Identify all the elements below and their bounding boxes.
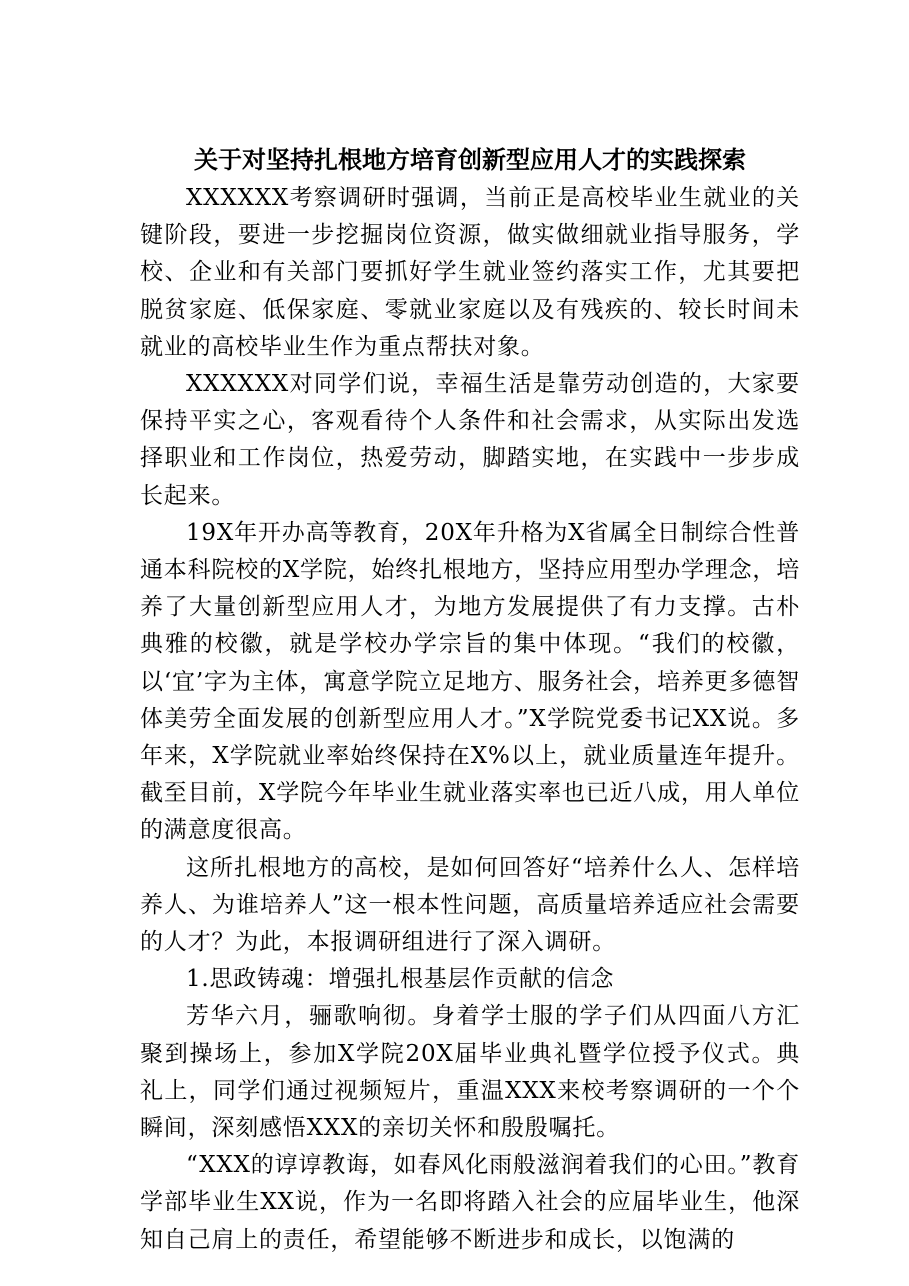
paragraph-2: XXXXXX对同学们说，幸福生活是靠劳动创造的，大家要保持平实之心，客观看待个人条件和社会需求，从实际出发选择职业和工作岗位，热爱劳动，脚踏实地，在实践中一步步成长起来。 [140,371,800,509]
section-paragraph-1: 芳华六月，骊歌响彻。身着学士服的学子们从四面八方汇聚到操场上，参加X学院20X届毕业典礼暨学位授予仪式。典礼上，同学们通过视频短片，重温XXX来校考察调研的一个个瞬间，深刻感悟XXX的亲切关怀和殷殷嘱托。 [140,1003,800,1142]
paragraph-4: 这所扎根地方的高校，是如何回答好“培养什么人、怎样培养人、为谁培养人”这一根本性问题，高质量培养适应社会需要的人才？为此，本报调研组进行了深入调研。 [140,854,800,956]
section-heading: 1.思政铸魂：增强扎根基层作贡献的信念 [186,966,615,993]
paragraph-3: 19X年开办高等教育，20X年升格为X省属全日制综合性普通本科院校的X学院，始终扎根地方，坚持应用型办学理念，培养了大量创新型应用人才，为地方发展提供了有力支撑。古朴典雅的校徽，就是学校办学宗旨的集中体现。“我们的校徽，以‘宜’字为主体，寓意学院立足地方、服务社会，培养更多德智体美劳全面发展的创新型应用人才。”X学院党委书记XX说。多年来，X学院就业率始终保持在X%以上，就业质量连年提升。截至目前，X学院今年毕业生就业落实率也已近八成，用人单位的满意度很高。 [140,519,800,844]
paragraph-1: XXXXXX考察调研时强调，当前正是高校毕业生就业的关键阶段，要进一步挖掘岗位资源，做实做细就业指导服务，学校、企业和有关部门要抓好学生就业签约落实工作，尤其要把脱贫家庭、低保家庭、零就业家庭以及有残疾的、较长时间未就业的高校毕业生作为重点帮扶对象。 [140,185,800,360]
document-title: 关于对坚持扎根地方培育创新型应用人才的实践探索 [194,145,746,174]
document-body [140,140,800,1259]
section-paragraph-2: “XXX的谆谆教诲，如春风化雨般滋润着我们的心田。”教育学部毕业生XX说，作为一名即将踏入社会的应届毕业生，他深知自己肩上的责任，希望能够不断进步和成长，以饱满的 [140,1152,800,1253]
